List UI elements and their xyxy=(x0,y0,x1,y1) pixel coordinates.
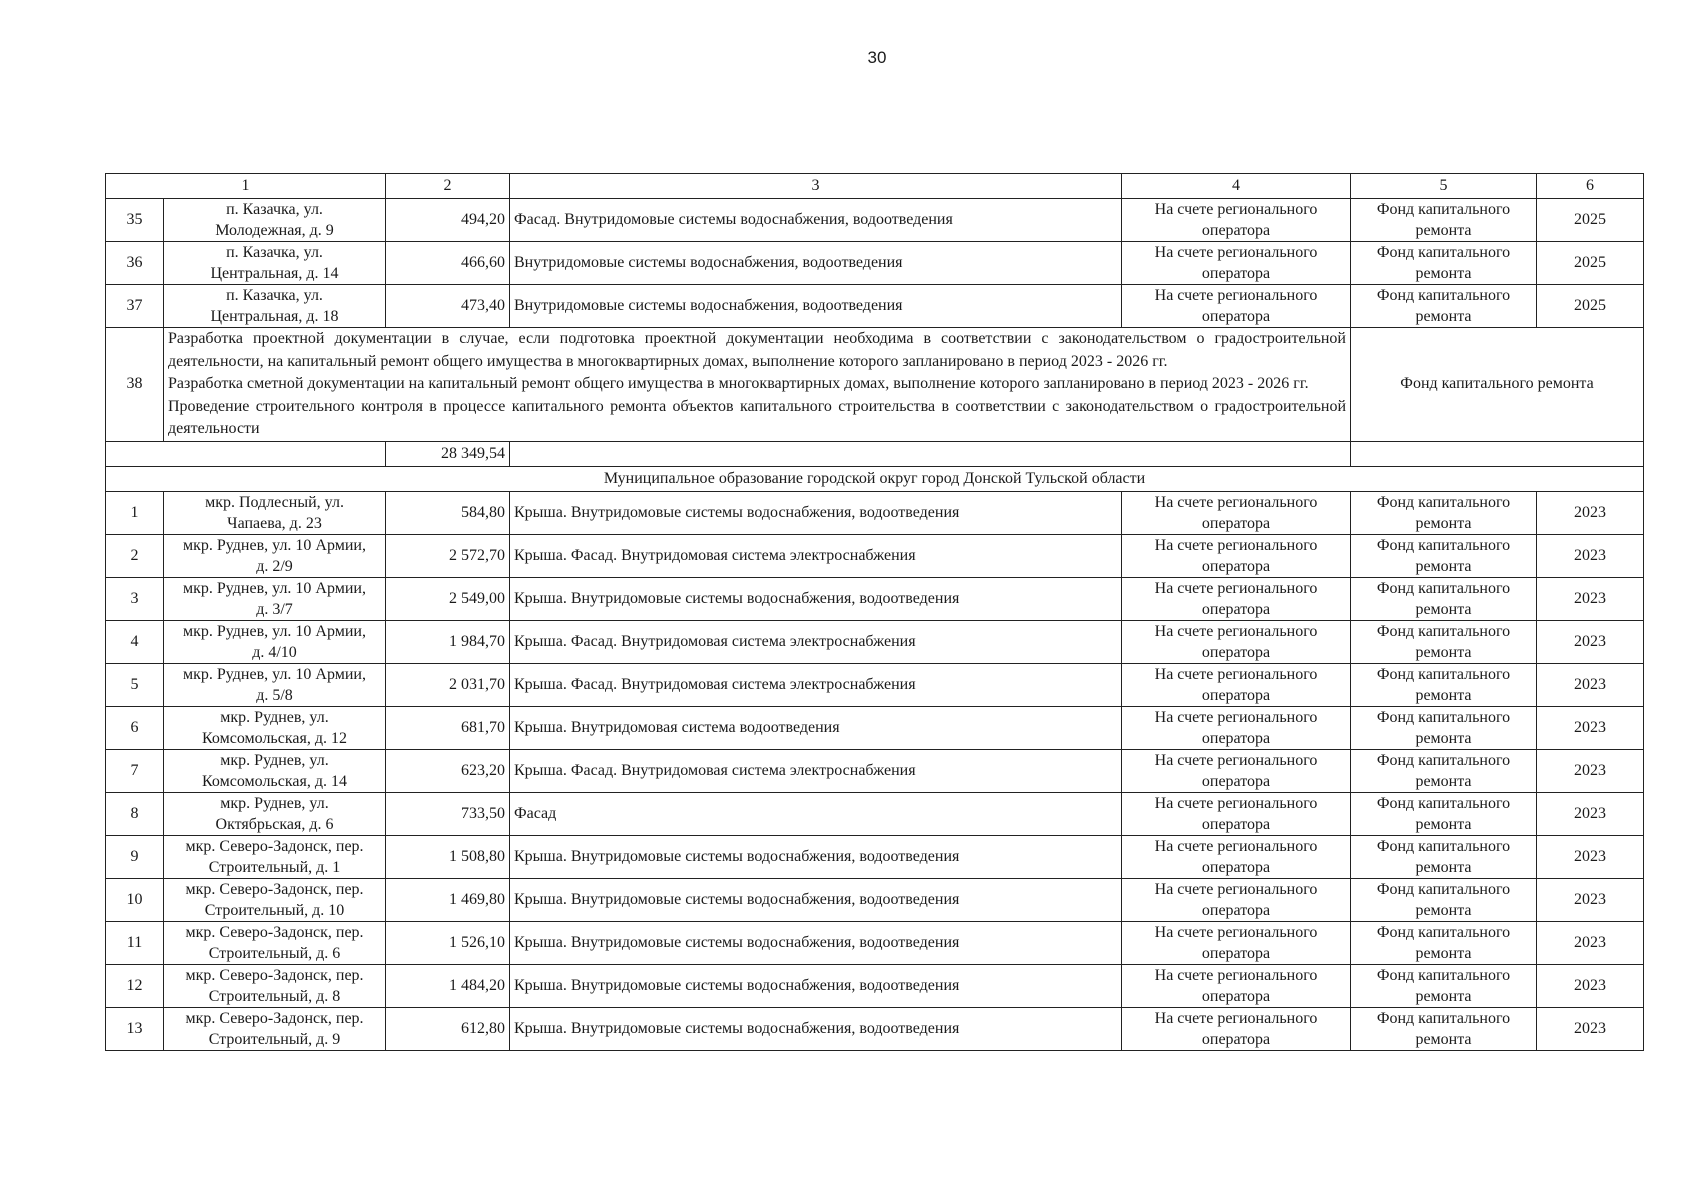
funds-location-cell-line-2: оператора xyxy=(1201,901,1271,919)
funding-source-cell-line-2: ремонта xyxy=(1415,901,1472,919)
year-cell: 2023 xyxy=(1537,663,1644,706)
funding-source-cell-line-1: Фонд капитального xyxy=(1376,536,1511,554)
table-row xyxy=(106,878,1644,921)
funds-location-cell xyxy=(1122,577,1351,620)
funds-location-cell xyxy=(1122,1007,1351,1050)
funds-location-cell xyxy=(1122,199,1351,242)
row-number: 36 xyxy=(106,242,164,285)
address-cell-line-1: мкр. Северо-Задонск, пер. xyxy=(185,923,364,941)
funding-source-cell-line-1: Фонд капитального xyxy=(1376,287,1511,304)
area-cell: 584,80 xyxy=(386,491,510,534)
year-cell: 2023 xyxy=(1537,835,1644,878)
area-cell: 1 484,20 xyxy=(386,964,510,1007)
address-cell xyxy=(164,835,386,878)
address-cell-line-2: Строительный, д. 8 xyxy=(208,987,341,1005)
funding-source-cell-line-1: Фонд капитального xyxy=(1376,579,1511,597)
address-cell xyxy=(164,663,386,706)
funding-source-cell xyxy=(1351,242,1537,285)
funds-location-cell-line-1: На счете регионального xyxy=(1154,837,1318,855)
area-cell: 2 031,70 xyxy=(386,663,510,706)
row-number: 37 xyxy=(106,285,164,328)
work-type-cell: Крыша. Внутридомовые системы водоснабжения, водоотведения xyxy=(510,964,1122,1007)
funding-source-cell-line-2: ремонта xyxy=(1415,514,1472,532)
funds-location-cell xyxy=(1122,242,1351,285)
header-col-5: 5 xyxy=(1351,174,1537,199)
funding-source-cell xyxy=(1351,534,1537,577)
funds-location-cell-line-2: оператора xyxy=(1201,600,1271,618)
funds-location-cell-line-1: На счете регионального xyxy=(1154,536,1318,554)
address-cell-line-1: мкр. Руднев, ул. xyxy=(220,708,329,726)
funding-source-cell-line-1: Фонд капитального xyxy=(1376,244,1511,261)
address-cell xyxy=(164,620,386,663)
row-number: 10 xyxy=(106,878,164,921)
funding-source-cell-line-1: Фонд капитального xyxy=(1376,622,1511,640)
address-cell xyxy=(164,749,386,792)
area-cell: 2 549,00 xyxy=(386,577,510,620)
funding-source-cell: Фонд капитального ремонта xyxy=(1351,328,1644,442)
address-cell-line-2: Комсомольская, д. 12 xyxy=(202,729,347,747)
address-cell xyxy=(164,921,386,964)
funds-location-cell-line-2: оператора xyxy=(1201,557,1271,575)
funding-source-cell-line-2: ремонта xyxy=(1415,686,1472,704)
funding-source-cell-line-2: ремонта xyxy=(1415,643,1472,661)
total-empty-cell xyxy=(106,441,386,466)
address-cell-line-1: мкр. Северо-Задонск, пер. xyxy=(185,966,364,984)
row-number: 12 xyxy=(106,964,164,1007)
work-type-cell: Крыша. Фасад. Внутридомовая система электроснабжения xyxy=(510,620,1122,663)
page-number: 30 xyxy=(867,48,887,67)
year-cell: 2023 xyxy=(1537,878,1644,921)
work-type-cell: Фасад. Внутридомовые системы водоснабжения, водоотведения xyxy=(510,199,1122,242)
table-row xyxy=(106,706,1644,749)
funds-location-cell-line-1: На счете регионального xyxy=(1154,665,1318,683)
funding-source-cell xyxy=(1351,285,1537,328)
funds-location-cell xyxy=(1122,749,1351,792)
table-row xyxy=(106,534,1644,577)
funds-location-cell-line-1: На счете регионального xyxy=(1154,1009,1318,1027)
funding-source-cell-line-2: ремонта xyxy=(1415,1030,1472,1048)
year-cell: 2023 xyxy=(1537,491,1644,534)
address-cell-line-1: мкр. Руднев, ул. xyxy=(220,751,329,769)
area-cell: 466,60 xyxy=(386,242,510,285)
year-cell: 2023 xyxy=(1537,921,1644,964)
table-row xyxy=(106,921,1644,964)
funds-location-cell-line-1: На счете регионального xyxy=(1154,201,1318,218)
funding-source-cell-line-2: ремонта xyxy=(1415,729,1472,747)
table-row xyxy=(106,491,1644,534)
address-cell-line-2: Чапаева, д. 23 xyxy=(227,514,322,532)
work-type-cell: Крыша. Внутридомовые системы водоснабжения, водоотведения xyxy=(510,921,1122,964)
funds-location-cell-line-2: оператора xyxy=(1201,686,1271,704)
address-cell xyxy=(164,242,386,285)
work-type-cell: Внутридомовые системы водоснабжения, водоотведения xyxy=(510,285,1122,328)
header-col-6: 6 xyxy=(1537,174,1644,199)
address-cell xyxy=(164,1007,386,1050)
funds-location-cell-line-2: оператора xyxy=(1201,643,1271,661)
header-col-3: 3 xyxy=(510,174,1122,199)
year-cell: 2025 xyxy=(1537,199,1644,242)
funding-source-cell xyxy=(1351,964,1537,1007)
row-number: 4 xyxy=(106,620,164,663)
funds-location-cell xyxy=(1122,663,1351,706)
work-type-cell: Крыша. Внутридомовые системы водоснабжения, водоотведения xyxy=(510,491,1122,534)
row-number: 7 xyxy=(106,749,164,792)
funding-source-cell xyxy=(1351,749,1537,792)
funds-location-cell xyxy=(1122,921,1351,964)
funds-location-cell-line-2: оператора xyxy=(1201,1030,1271,1048)
work-type-cell: Крыша. Внутридомовые системы водоснабжения, водоотведения xyxy=(510,1007,1122,1050)
row-number: 2 xyxy=(106,534,164,577)
address-cell-line-1: п. Казачка, ул. xyxy=(226,244,323,261)
funding-source-cell-line-1: Фонд капитального xyxy=(1376,837,1511,855)
funding-source-cell xyxy=(1351,878,1537,921)
work-type-cell: Крыша. Внутридомовые системы водоснабжения, водоотведения xyxy=(510,577,1122,620)
funding-source-cell-line-2: ремонта xyxy=(1415,265,1472,282)
funds-location-cell-line-2: оператора xyxy=(1201,308,1271,325)
row-number: 1 xyxy=(106,491,164,534)
header-row xyxy=(106,174,1644,199)
section-title: Муниципальное образование городской округ город Донской Тульской области xyxy=(106,466,1644,491)
funds-location-cell-line-1: На счете регионального xyxy=(1154,751,1318,769)
row-number: 5 xyxy=(106,663,164,706)
address-cell xyxy=(164,534,386,577)
funds-location-cell xyxy=(1122,620,1351,663)
address-cell-line-1: мкр. Северо-Задонск, пер. xyxy=(185,837,364,855)
funds-location-cell-line-2: оператора xyxy=(1201,858,1271,876)
address-cell xyxy=(164,792,386,835)
area-cell: 1 526,10 xyxy=(386,921,510,964)
year-cell: 2023 xyxy=(1537,1007,1644,1050)
address-cell-line-2: д. 3/7 xyxy=(256,600,293,618)
funding-source-cell-line-1: Фонд капитального xyxy=(1376,708,1511,726)
address-cell-line-2: Центральная, д. 18 xyxy=(210,308,339,325)
work-type-cell: Крыша. Фасад. Внутридомовая система электроснабжения xyxy=(510,749,1122,792)
year-cell: 2023 xyxy=(1537,749,1644,792)
work-type-cell: Крыша. Внутридомовая система водоотведения xyxy=(510,706,1122,749)
funding-source-cell-line-1: Фонд капитального xyxy=(1376,493,1511,511)
address-cell-line-1: мкр. Руднев, ул. 10 Армии, xyxy=(183,665,366,683)
header-col-2: 2 xyxy=(386,174,510,199)
documentation-description xyxy=(164,328,1351,442)
funds-location-cell-line-2: оператора xyxy=(1201,222,1271,239)
year-cell: 2023 xyxy=(1537,620,1644,663)
documentation-paragraph-2: Разработка сметной документации на капитальный ремонт общего имущества в многоквартирных домах, выполнение которого запланировано в период 2023 - 2026 гг. xyxy=(168,375,1309,392)
funding-source-cell xyxy=(1351,620,1537,663)
funding-source-cell xyxy=(1351,921,1537,964)
funding-source-cell-line-1: Фонд капитального xyxy=(1376,751,1511,769)
funds-location-cell xyxy=(1122,491,1351,534)
funds-location-cell xyxy=(1122,706,1351,749)
funds-location-cell xyxy=(1122,835,1351,878)
header-col-4: 4 xyxy=(1122,174,1351,199)
year-cell: 2023 xyxy=(1537,706,1644,749)
funding-source-cell xyxy=(1351,835,1537,878)
funding-source-cell xyxy=(1351,706,1537,749)
address-cell-line-2: д. 2/9 xyxy=(256,557,293,575)
address-cell-line-2: д. 4/10 xyxy=(252,643,297,661)
funds-location-cell-line-1: На счете регионального xyxy=(1154,622,1318,640)
address-cell-line-2: Центральная, д. 14 xyxy=(210,265,339,282)
table-row xyxy=(106,749,1644,792)
funding-source-cell-line-2: ремонта xyxy=(1415,815,1472,833)
address-cell-line-2: Комсомольская, д. 14 xyxy=(202,772,347,790)
funding-source-cell-line-2: ремонта xyxy=(1415,772,1472,790)
header-col-1: 1 xyxy=(106,174,386,199)
funds-location-cell-line-1: На счете регионального xyxy=(1154,244,1318,261)
work-type-cell: Фасад xyxy=(510,792,1122,835)
area-cell: 623,20 xyxy=(386,749,510,792)
funding-source-cell-line-2: ремонта xyxy=(1415,600,1472,618)
area-cell: 2 572,70 xyxy=(386,534,510,577)
funding-source-cell xyxy=(1351,663,1537,706)
row-number: 38 xyxy=(106,328,164,442)
funds-location-cell-line-2: оператора xyxy=(1201,772,1271,790)
funds-location-cell-line-1: На счете регионального xyxy=(1154,493,1318,511)
year-cell: 2023 xyxy=(1537,792,1644,835)
row-number: 6 xyxy=(106,706,164,749)
funds-location-cell xyxy=(1122,534,1351,577)
funds-location-cell-line-2: оператора xyxy=(1201,815,1271,833)
funds-location-cell-line-1: На счете регионального xyxy=(1154,287,1318,304)
table-row xyxy=(106,199,1644,242)
address-cell-line-2: Строительный, д. 1 xyxy=(208,858,341,876)
row-number: 35 xyxy=(106,199,164,242)
year-cell: 2025 xyxy=(1537,242,1644,285)
address-cell xyxy=(164,878,386,921)
funding-source-cell-line-1: Фонд капитального xyxy=(1376,665,1511,683)
area-cell: 1 469,80 xyxy=(386,878,510,921)
funding-source-cell xyxy=(1351,792,1537,835)
year-cell: 2023 xyxy=(1537,964,1644,1007)
work-type-cell: Крыша. Внутридомовые системы водоснабжения, водоотведения xyxy=(510,835,1122,878)
section-title-row xyxy=(106,466,1644,491)
address-cell-line-1: мкр. Руднев, ул. 10 Армии, xyxy=(183,579,366,597)
address-cell xyxy=(164,964,386,1007)
funds-location-cell-line-2: оператора xyxy=(1201,944,1271,962)
address-cell-line-2: Октябрьская, д. 6 xyxy=(215,815,334,833)
year-cell: 2023 xyxy=(1537,577,1644,620)
funding-source-cell-line-1: Фонд капитального xyxy=(1376,1009,1511,1027)
funds-location-cell xyxy=(1122,964,1351,1007)
documentation-paragraph-3: Проведение строительного контроля в процессе капитального ремонта объектов капитального строительства в соответствии с законодательством о градостроительной деятельности xyxy=(168,397,1346,437)
address-cell-line-1: мкр. Подлесный, ул. xyxy=(205,493,344,511)
funding-source-cell xyxy=(1351,199,1537,242)
funding-source-cell xyxy=(1351,1007,1537,1050)
funding-source-cell-line-2: ремонта xyxy=(1415,858,1472,876)
year-cell: 2025 xyxy=(1537,285,1644,328)
area-cell: 612,80 xyxy=(386,1007,510,1050)
area-cell: 473,40 xyxy=(386,285,510,328)
address-cell-line-2: д. 5/8 xyxy=(256,686,293,704)
funds-location-cell-line-1: На счете регионального xyxy=(1154,923,1318,941)
table-row xyxy=(106,1007,1644,1050)
address-cell-line-2: Строительный, д. 9 xyxy=(208,1030,341,1048)
row-number: 11 xyxy=(106,921,164,964)
table-row xyxy=(106,577,1644,620)
funds-location-cell-line-2: оператора xyxy=(1201,987,1271,1005)
year-cell: 2023 xyxy=(1537,534,1644,577)
work-type-cell: Крыша. Фасад. Внутридомовая система электроснабжения xyxy=(510,534,1122,577)
row-number: 3 xyxy=(106,577,164,620)
funding-source-cell-line-1: Фонд капитального xyxy=(1376,794,1511,812)
address-cell-line-1: мкр. Руднев, ул. 10 Армии, xyxy=(183,622,366,640)
funding-source-cell-line-2: ремонта xyxy=(1415,308,1472,325)
table-row xyxy=(106,792,1644,835)
table-row-documentation xyxy=(106,328,1644,442)
funds-location-cell xyxy=(1122,792,1351,835)
address-cell-line-2: Строительный, д. 10 xyxy=(204,901,345,919)
table-row xyxy=(106,835,1644,878)
address-cell-line-1: мкр. Руднев, ул. xyxy=(220,794,329,812)
funds-location-cell-line-1: На счете регионального xyxy=(1154,880,1318,898)
funds-location-cell-line-2: оператора xyxy=(1201,729,1271,747)
area-cell: 1 508,80 xyxy=(386,835,510,878)
address-cell xyxy=(164,577,386,620)
table-row xyxy=(106,242,1644,285)
funding-source-cell xyxy=(1351,491,1537,534)
address-cell-line-2: Молодежная, д. 9 xyxy=(215,222,334,239)
area-cell: 1 984,70 xyxy=(386,620,510,663)
address-cell-line-1: п. Казачка, ул. xyxy=(226,287,323,304)
funds-location-cell xyxy=(1122,285,1351,328)
funds-location-cell xyxy=(1122,878,1351,921)
row-number: 13 xyxy=(106,1007,164,1050)
repair-schedule-table xyxy=(105,173,1644,1051)
address-cell-line-1: п. Казачка, ул. xyxy=(226,201,323,218)
work-type-cell: Крыша. Внутридомовые системы водоснабжения, водоотведения xyxy=(510,878,1122,921)
funds-location-cell-line-1: На счете регионального xyxy=(1154,966,1318,984)
funds-location-cell-line-1: На счете регионального xyxy=(1154,708,1318,726)
area-cell: 733,50 xyxy=(386,792,510,835)
table-row xyxy=(106,620,1644,663)
funds-location-cell-line-1: На счете регионального xyxy=(1154,794,1318,812)
address-cell-line-2: Строительный, д. 6 xyxy=(208,944,341,962)
area-cell: 681,70 xyxy=(386,706,510,749)
total-empty-cell xyxy=(510,441,1351,466)
work-type-cell: Крыша. Фасад. Внутридомовая система электроснабжения xyxy=(510,663,1122,706)
address-cell-line-1: мкр. Руднев, ул. 10 Армии, xyxy=(183,536,366,554)
funds-location-cell-line-2: оператора xyxy=(1201,265,1271,282)
funds-location-cell-line-2: оператора xyxy=(1201,514,1271,532)
funding-source-cell-line-2: ремонта xyxy=(1415,944,1472,962)
address-cell-line-1: мкр. Северо-Задонск, пер. xyxy=(185,1009,364,1027)
table-row xyxy=(106,964,1644,1007)
address-cell-line-1: мкр. Северо-Задонск, пер. xyxy=(185,880,364,898)
funding-source-cell-line-2: ремонта xyxy=(1415,987,1472,1005)
total-area-cell: 28 349,54 xyxy=(386,441,510,466)
funding-source-cell xyxy=(1351,577,1537,620)
funding-source-cell-line-1: Фонд капитального xyxy=(1376,201,1511,218)
funding-source-cell-line-1: Фонд капитального xyxy=(1376,966,1511,984)
funding-source-cell-line-1: Фонд капитального xyxy=(1376,880,1511,898)
row-number: 8 xyxy=(106,792,164,835)
row-number: 9 xyxy=(106,835,164,878)
funds-location-cell-line-1: На счете регионального xyxy=(1154,579,1318,597)
funding-source-cell-line-2: ремонта xyxy=(1415,557,1472,575)
address-cell xyxy=(164,491,386,534)
total-empty-cell xyxy=(1351,441,1644,466)
table-row xyxy=(106,285,1644,328)
address-cell xyxy=(164,706,386,749)
funding-source-cell-line-2: ремонта xyxy=(1415,222,1472,239)
work-type-cell: Внутридомовые системы водоснабжения, водоотведения xyxy=(510,242,1122,285)
address-cell xyxy=(164,285,386,328)
funding-source-cell-line-1: Фонд капитального xyxy=(1376,923,1511,941)
documentation-paragraph-1: Разработка проектной документации в случае, если подготовка проектной документации необходима в соответствии с законодательством о градостроительной деятельности, на капитальный ремонт общего имущества в многоквартирных домах, выполнение которого запланировано в период 2023 - 2026 гг. xyxy=(168,330,1346,370)
area-cell: 494,20 xyxy=(386,199,510,242)
total-row xyxy=(106,441,1644,466)
address-cell xyxy=(164,199,386,242)
table-row xyxy=(106,663,1644,706)
